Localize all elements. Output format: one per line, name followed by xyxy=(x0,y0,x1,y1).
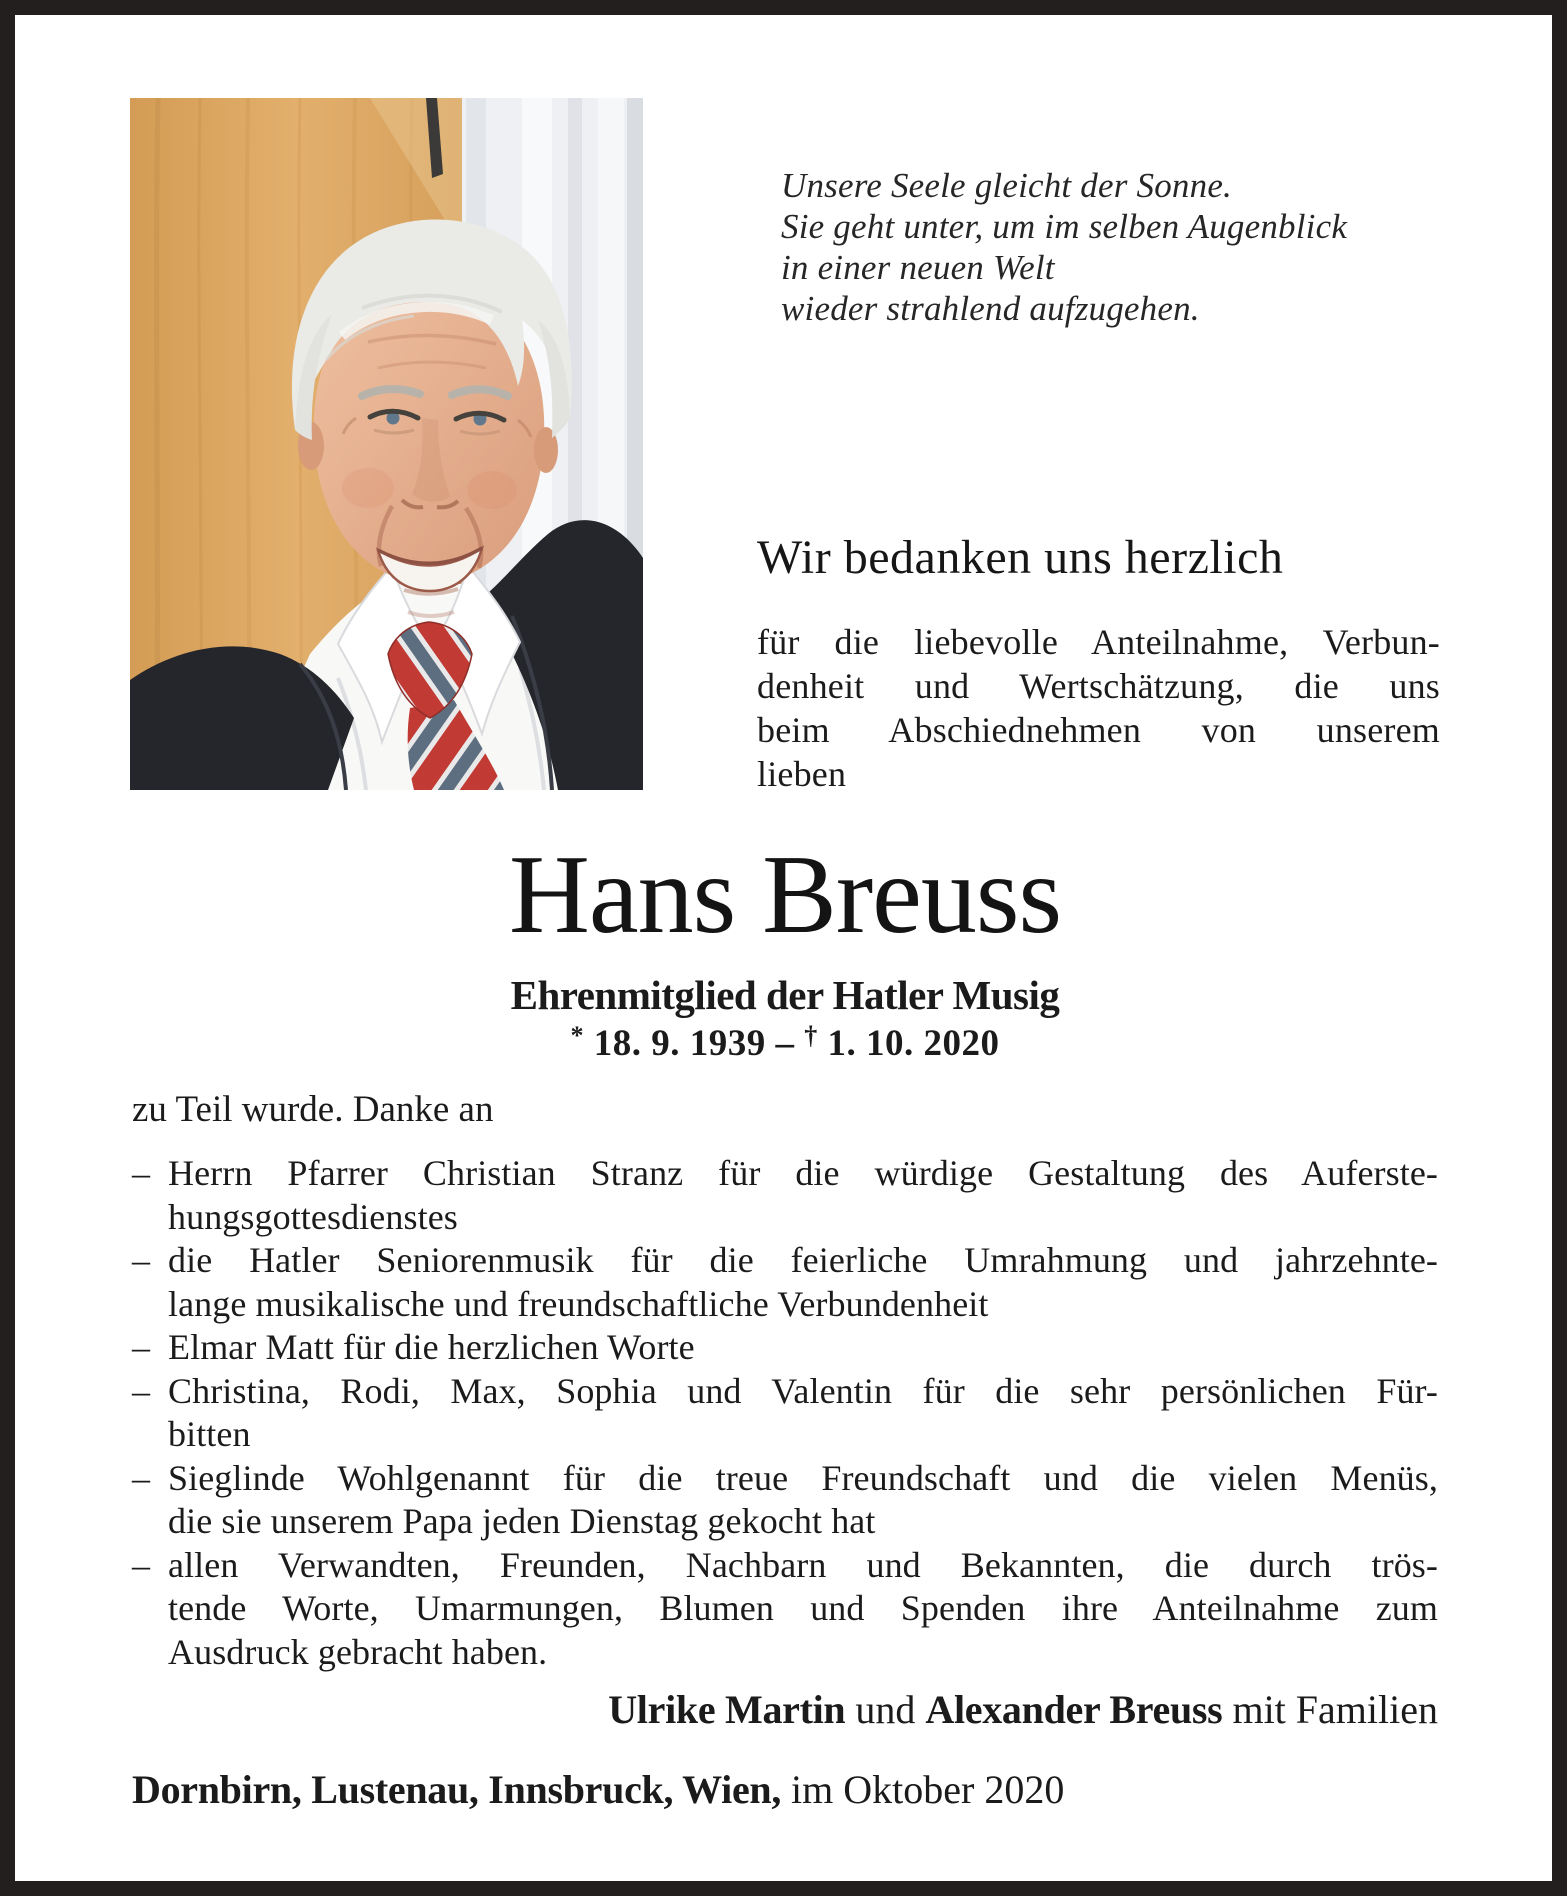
list-item xyxy=(132,1152,1438,1196)
portrait-illustration xyxy=(130,98,643,790)
list-item-continuation: Ausdruck gebracht haben. xyxy=(168,1631,548,1672)
deceased-title: Ehrenmitglied der Hatler Musig xyxy=(510,972,1060,1018)
list-item xyxy=(132,1544,1438,1588)
list-item-continuation: lange musikalische und freundschaftliche Verbundenheit xyxy=(168,1283,989,1324)
dates-separator: – xyxy=(775,1023,795,1064)
acknowledgement-list xyxy=(132,1152,1438,1674)
signer-name: Ulrike Martin xyxy=(608,1687,846,1732)
footer-line xyxy=(132,1767,1438,1813)
death-symbol: † xyxy=(804,1021,818,1050)
memorial-poem xyxy=(781,165,1501,329)
list-dash: – xyxy=(132,1544,151,1585)
list-item xyxy=(132,1326,1438,1370)
birth-date: 18. 9. 1939 xyxy=(593,1023,766,1064)
list-dash: – xyxy=(132,1370,151,1411)
poem-line: Sie geht unter, um im selben Augenblick xyxy=(781,207,1348,246)
deceased-name: Hans Breuss xyxy=(508,833,1062,957)
list-item-text: allen Verwandten, Freunden, Nachbarn und Bekannten, die durch trös- xyxy=(168,1544,1438,1585)
list-item xyxy=(132,1457,1438,1501)
death-date: 1. 10. 2020 xyxy=(827,1023,1000,1064)
list-item xyxy=(132,1370,1438,1414)
list-item-text: Elmar Matt für die herzlichen Worte xyxy=(168,1327,695,1367)
list-item-continuation: tende Worte, Umarmungen, Blumen und Spenden ihre Anteilnahme zum xyxy=(168,1588,1438,1628)
footer-places: Dornbirn, Lustenau, Innsbruck, Wien, xyxy=(132,1767,782,1812)
thanks-intro xyxy=(757,620,1440,796)
poem-line: wieder strahlend aufzugehen. xyxy=(781,289,1200,328)
portrait-photo xyxy=(130,98,643,790)
list-item-continuation: bitten xyxy=(168,1414,251,1454)
list-dash: – xyxy=(132,1153,151,1193)
list-item-continuation: hungsgottesdienstes xyxy=(168,1196,458,1237)
signature-line xyxy=(132,1687,1438,1733)
poem-line: Unsere Seele gleicht der Sonne. xyxy=(781,166,1232,205)
list-item-text: Sieglinde Wohlgenannt für die treue Freundschaft und die vielen Menüs, xyxy=(168,1457,1438,1498)
life-dates xyxy=(132,1015,1438,1065)
list-dash: – xyxy=(132,1240,151,1280)
list-item-text: Herrn Pfarrer Christian Stranz für die würdige Gestaltung des Auferste- xyxy=(168,1153,1438,1193)
intro-line: für die liebevolle Anteilnahme, Verbun- xyxy=(757,622,1440,662)
footer-date: im Oktober 2020 xyxy=(781,1767,1065,1812)
signer-name: Alexander Breuss xyxy=(925,1687,1223,1732)
continuation-text: zu Teil wurde. Danke an xyxy=(132,1089,494,1130)
birth-symbol: * xyxy=(570,1021,584,1050)
list-dash: – xyxy=(132,1457,151,1498)
thanks-heading: Wir bedanken uns herzlich xyxy=(757,531,1284,584)
poem-line: in einer neuen Welt xyxy=(781,248,1055,287)
list-item-text: die Hatler Seniorenmusik für die feierliche Umrahmung und jahrzehnte- xyxy=(168,1240,1438,1280)
list-item-continuation: die sie unserem Papa jeden Dienstag gekocht hat xyxy=(168,1501,876,1541)
signature-suffix: mit Familien xyxy=(1222,1687,1438,1732)
list-dash: – xyxy=(132,1327,151,1367)
list-item xyxy=(132,1239,1438,1283)
obituary-sheet xyxy=(15,15,1552,1881)
intro-line: beim Abschiednehmen von unserem xyxy=(757,710,1440,750)
intro-line: lieben xyxy=(757,754,847,794)
signature-conjunction: und xyxy=(845,1687,926,1732)
list-item-text: Christina, Rodi, Max, Sophia und Valentin für die sehr persönlichen Für- xyxy=(168,1370,1438,1411)
intro-line: denheit und Wertschätzung, die uns xyxy=(757,666,1440,706)
